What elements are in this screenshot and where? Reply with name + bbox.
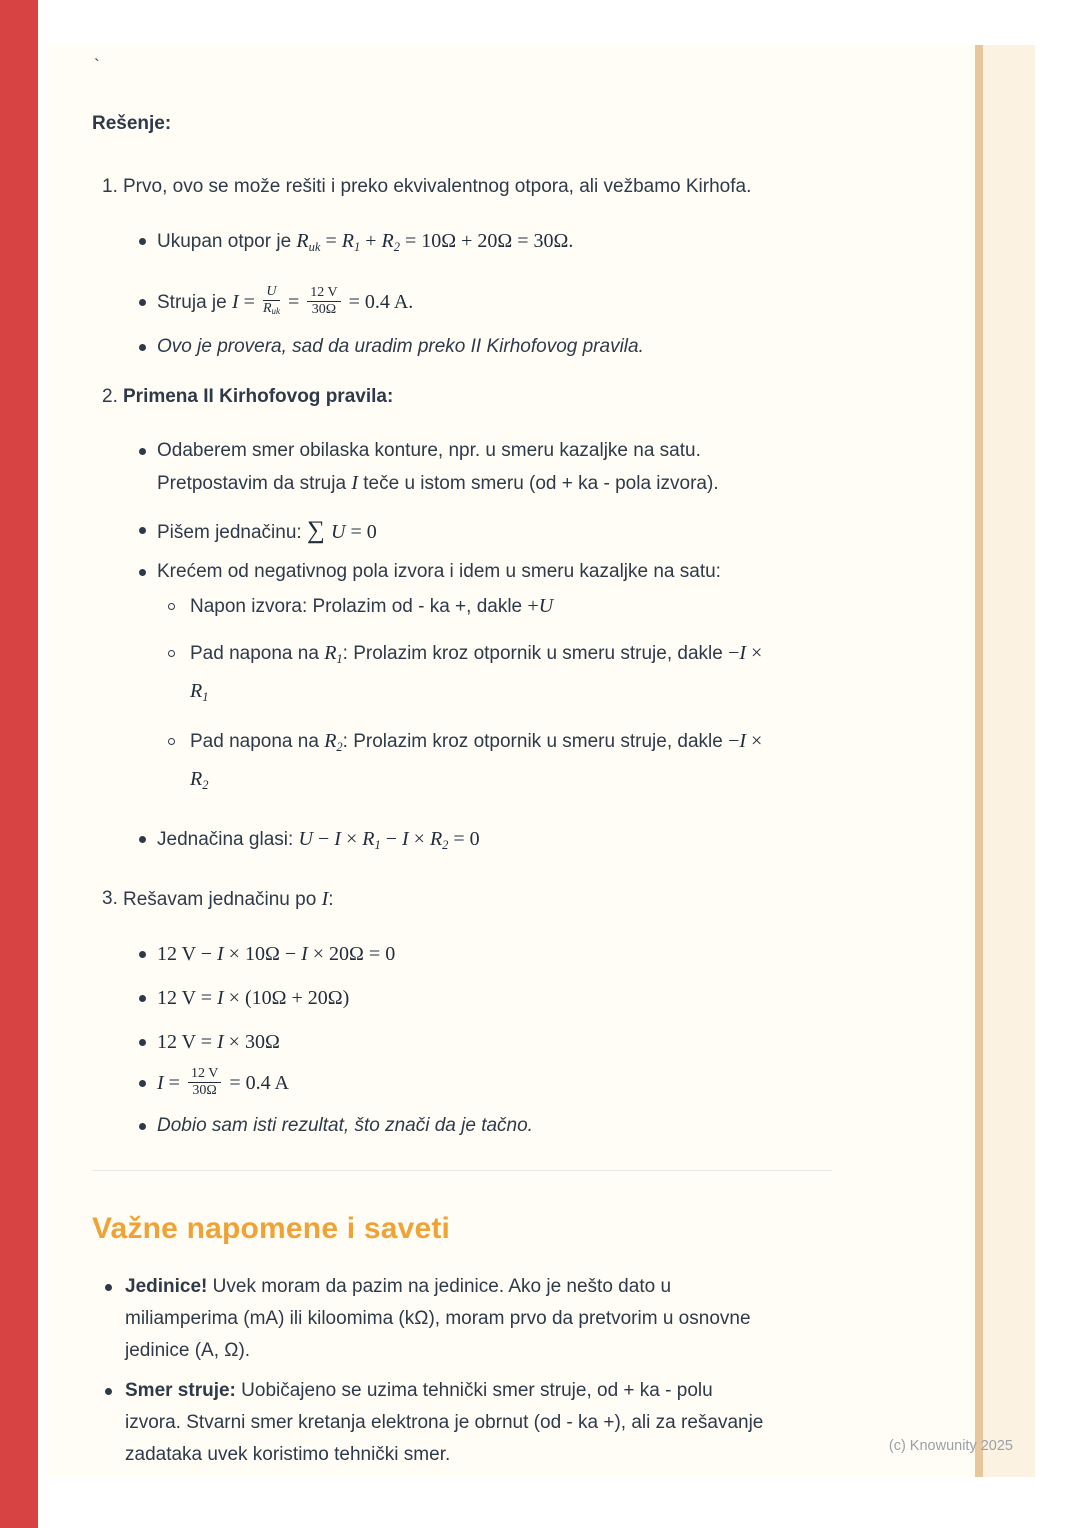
bullet-check-note — [92, 331, 952, 363]
page-right-accent-band — [983, 45, 1035, 1477]
note-text: Dobio sam isti rezultat, što znači da je tačno. — [157, 1115, 533, 1136]
bullet-final-equation — [92, 823, 952, 861]
equation-solve-4: I = $\frac{12 V}{30\Omega}$ = 0.4 A — [157, 1065, 289, 1098]
bullet-eq-step-3 — [92, 1026, 952, 1058]
page-right-accent-line — [975, 45, 983, 1477]
bullet-eq-step-2 — [92, 982, 952, 1014]
stray-backtick-mark: ` — [94, 56, 100, 75]
walk-text: Krećem od negativnog pola izvora i idem u smeru kazaljke na satu: — [157, 561, 721, 582]
bullet-current — [92, 279, 952, 325]
bullet-total-resistance — [92, 225, 952, 263]
note-text: Ovo je provera, sad da uradim preko II Kirhofovog pravila. — [157, 336, 644, 357]
step-1-number: 1. — [102, 176, 118, 197]
equation-sum: ∑ U = 0 — [306, 517, 377, 544]
equation-solve-2: 12 V = I × (10Ω + 20Ω) — [157, 987, 350, 1009]
step-2-number: 2. — [102, 386, 118, 407]
loop-line-2: Pretpostavim da struja I teče u istom smeru (od + ka - pola izvora). — [157, 472, 719, 494]
bullet-lead: Jednačina glasi: — [157, 829, 299, 850]
note-lead-bold: Jedinice! — [125, 1276, 208, 1297]
left-red-edge-strip — [0, 0, 38, 1528]
equation-kvl-full: $U - I \times R_1 - I \times R_2 = 0$ — [298, 828, 480, 852]
loop-line-1: Odaberem smer obilaska konture, npr. u smeru kazaljke na satu. — [157, 440, 701, 461]
copyright-watermark: (c) Knowunity 2025 — [888, 1438, 1013, 1454]
bullet-icon — [139, 299, 146, 306]
equation-r1-wrap: $R_1$ — [190, 680, 209, 704]
bullet-eq-step-1 — [92, 938, 952, 970]
equation-plus-u: +U — [527, 595, 554, 617]
bullet-icon — [139, 1123, 146, 1130]
step-2-heading: Primena II Kirhofovog pravila: — [123, 386, 394, 407]
bullet-icon — [139, 569, 146, 576]
equation-solve-3: 12 V = I × 30Ω — [157, 1031, 280, 1053]
note-lead-bold: Smer struje: — [125, 1380, 236, 1401]
step-2 — [92, 381, 952, 413]
bullet-icon — [139, 344, 146, 351]
equation-current: I = $\frac{U}{\text{Ruk}}$ = $\frac{12 V}{30\Omega}$ = 0.4 A. — [231, 283, 414, 317]
solution-heading: Rešenje: — [92, 113, 172, 134]
subbullet-source-voltage: Napon izvora: Prolazim od - ka +, dakle +U — [92, 590, 952, 623]
note-bullet-units: Jedinice! Uvek moram da pazim na jedinice. Ako je nešto dato u miliamperima (mA) ili kiloomima (kΩ), moram prvo da pretvorim u osnovne jedinice (A, Ω). — [92, 1271, 952, 1367]
bullet-icon — [139, 836, 146, 843]
bullet-lead: Struja je — [157, 292, 232, 313]
bullet-lead: Ukupan otpor je — [157, 231, 297, 252]
bullet-icon — [139, 238, 146, 245]
circle-bullet-icon — [168, 738, 175, 745]
step-3-heading: Rešavam jednačinu po I: — [123, 888, 334, 910]
step-3-number: 3. — [102, 888, 118, 909]
equation-solve-1: 12 V − I × 10Ω − I × 20Ω = 0 — [157, 943, 396, 965]
subbullet-drop-r2: Pad napona na $R_2$: Prolazim kroz otpornik u smeru struje, dakle −I × $R_2$ — [92, 725, 952, 801]
equation-r2-wrap: $R_2$ — [190, 768, 209, 792]
bullet-lead: Pišem jednačinu: — [157, 522, 307, 543]
subbullet-drop-r1: Pad napona na $R_1$: Prolazim kroz otpornik u smeru struje, dakle −I × $R_1$ — [92, 637, 952, 713]
bullet-icon — [105, 1284, 112, 1291]
bullet-icon — [139, 448, 146, 455]
document-page — [48, 45, 1035, 1477]
equation-total-resistance: $R_{uk} = R_1 + R_2 = 10\Omega + 20\Omega = 30\Omega$. — [296, 230, 574, 254]
note-bullet-current-direction: Smer struje: Uobičajeno se uzima tehnički smer struje, od + ka - polu izvora. Stvarni smer kretanja elektrona je obrnut (od - ka +), ali za rešavanje zadataka uvek koristimo tehnički smer. — [92, 1375, 952, 1471]
bullet-icon — [139, 951, 146, 958]
bullet-icon — [139, 1039, 146, 1046]
bullet-icon — [139, 995, 146, 1002]
page-content — [92, 55, 952, 1471]
bullet-kvl-equation — [92, 514, 952, 550]
circle-bullet-icon — [168, 650, 175, 657]
step-3 — [92, 883, 952, 916]
notes-heading: Važne napomene i saveti — [92, 1212, 451, 1245]
bullet-icon — [139, 1080, 146, 1087]
bullet-walk-direction — [92, 556, 952, 588]
circle-bullet-icon — [168, 603, 175, 610]
bullet-icon — [139, 527, 146, 534]
step-1-text: Prvo, ovo se može rešiti i preko ekvivalentnog otpora, ali vežbamo Kirhofa. — [123, 176, 752, 197]
section-divider — [92, 1170, 832, 1171]
step-1 — [92, 171, 952, 203]
bullet-eq-step-4 — [92, 1060, 952, 1106]
bullet-loop-direction — [92, 435, 952, 500]
bullet-icon — [105, 1388, 112, 1395]
bullet-result-note — [92, 1110, 952, 1142]
